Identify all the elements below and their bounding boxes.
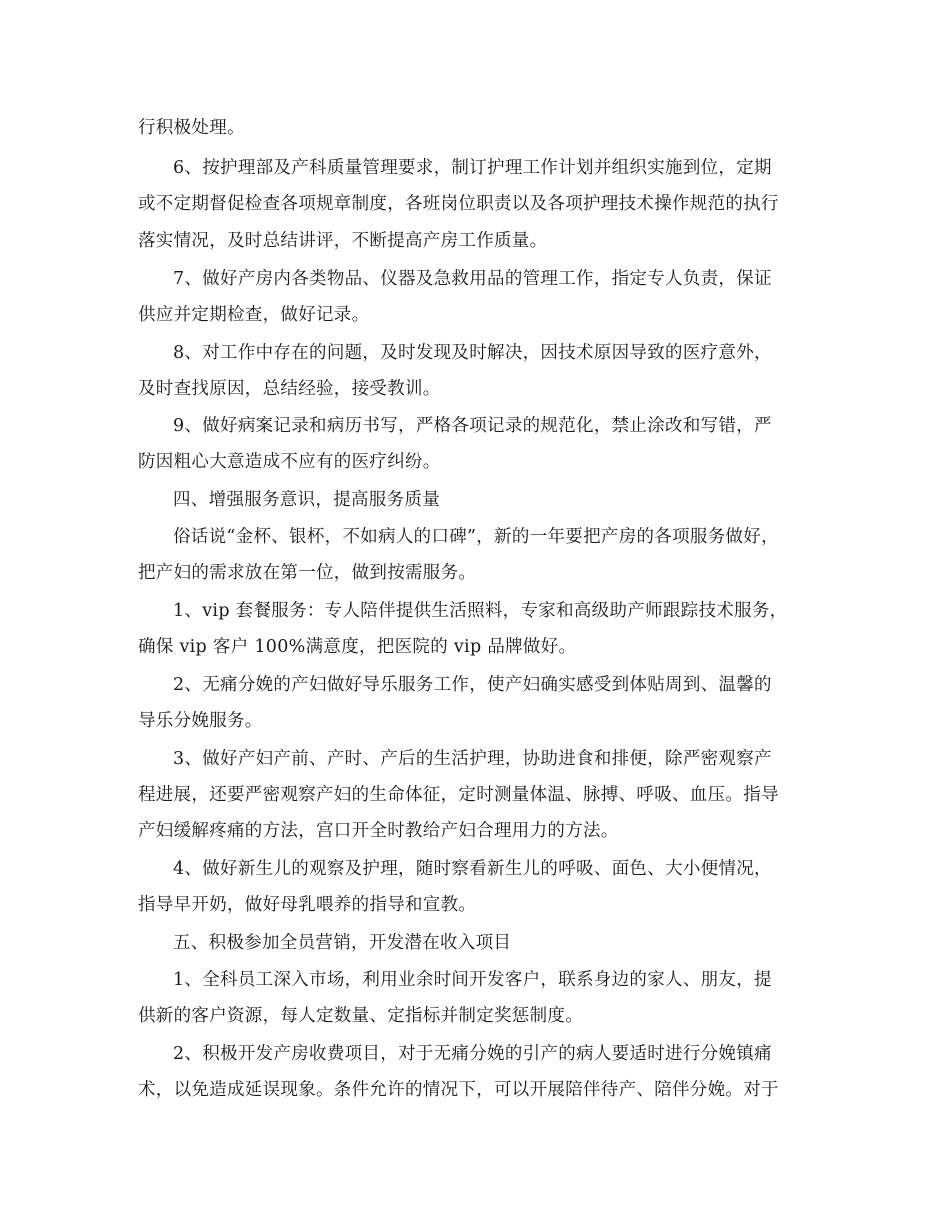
text-line: 供新的客户资源，每人定数量、定指标并制定奖惩制度。 xyxy=(138,1006,583,1026)
text-line: 1、vip 套餐服务：专人陪伴提供生活照料，专家和高级助产师跟踪技术服务， xyxy=(173,601,788,621)
text-line: 落实情况，及时总结讲评，不断提高产房工作质量。 xyxy=(138,231,548,251)
text-line: 3、做好产妇产前、产时、产后的生活护理，协助进食和排便，除严密观察产 xyxy=(173,749,772,769)
text-line: 指导早开奶，做好母乳喂养的指导和宣教。 xyxy=(138,895,477,915)
text-line: 产妇缓解疼痛的方法，宫口开全时教给产妇合理用力的方法。 xyxy=(138,821,619,841)
text-line: 2、积极开发产房收费项目，对于无痛分娩的引产的病人要适时进行分娩镇痛 xyxy=(173,1044,772,1064)
text-line: 及时查找原因，总结经验，接受教训。 xyxy=(138,379,441,399)
text-line: 导乐分娩服务。 xyxy=(138,711,263,731)
text-line: 1、全科员工深入市场，利用业余时间开发客户，联系身边的家人、朋友，提 xyxy=(173,970,772,990)
text-line: 2、无痛分娩的产妇做好导乐服务工作，使产妇确实感受到体贴周到、温馨的 xyxy=(173,675,772,695)
text-line: 程进展，还要严密观察产妇的生命体征，定时测量体温、脉搏、呼吸、血压。指导 xyxy=(138,785,779,805)
text-line: 4、做好新生儿的观察及护理，随时察看新生儿的呼吸、面色、大小便情况， xyxy=(173,859,772,879)
text-line: 9、做好病案记录和病历书写，严格各项记录的规范化，禁止涂改和写错，严 xyxy=(173,416,772,436)
text-line: 俗话说“金杯、银杯，不如病人的口碑”，新的一年要把产房的各项服务做好， xyxy=(173,527,779,547)
text-line: 8、对工作中存在的问题，及时发现及时解决，因技术原因导致的医疗意外， xyxy=(173,343,772,363)
text-line: 确保 vip 客户 100%满意度，把医院的 vip 品牌做好。 xyxy=(138,637,577,657)
text-line: 把产妇的需求放在第一位，做到按需服务。 xyxy=(138,563,477,583)
text-line: 防因粗心大意造成不应有的医疗纠纷。 xyxy=(138,452,441,472)
text-line: 术，以免造成延误现象。条件允许的情况下，可以开展陪伴待产、陪伴分娩。对于 xyxy=(138,1080,779,1100)
section-heading: 四、增强服务意识，提高服务质量 xyxy=(173,490,440,510)
text-line: 或不定期督促检查各项规章制度，各班岗位职责以及各项护理技术操作规范的执行 xyxy=(138,194,779,214)
text-line: 6、按护理部及产科质量管理要求，制订护理工作计划并组织实施到位，定期 xyxy=(173,158,772,178)
section-heading: 五、积极参加全员营销，开发潜在收入项目 xyxy=(173,933,512,953)
text-line: 7、做好产房内各类物品、仪器及急救用品的管理工作，指定专人负责，保证 xyxy=(173,269,772,289)
text-line: 供应并定期检查，做好记录。 xyxy=(138,305,370,325)
text-line: 行积极处理。 xyxy=(138,118,245,138)
